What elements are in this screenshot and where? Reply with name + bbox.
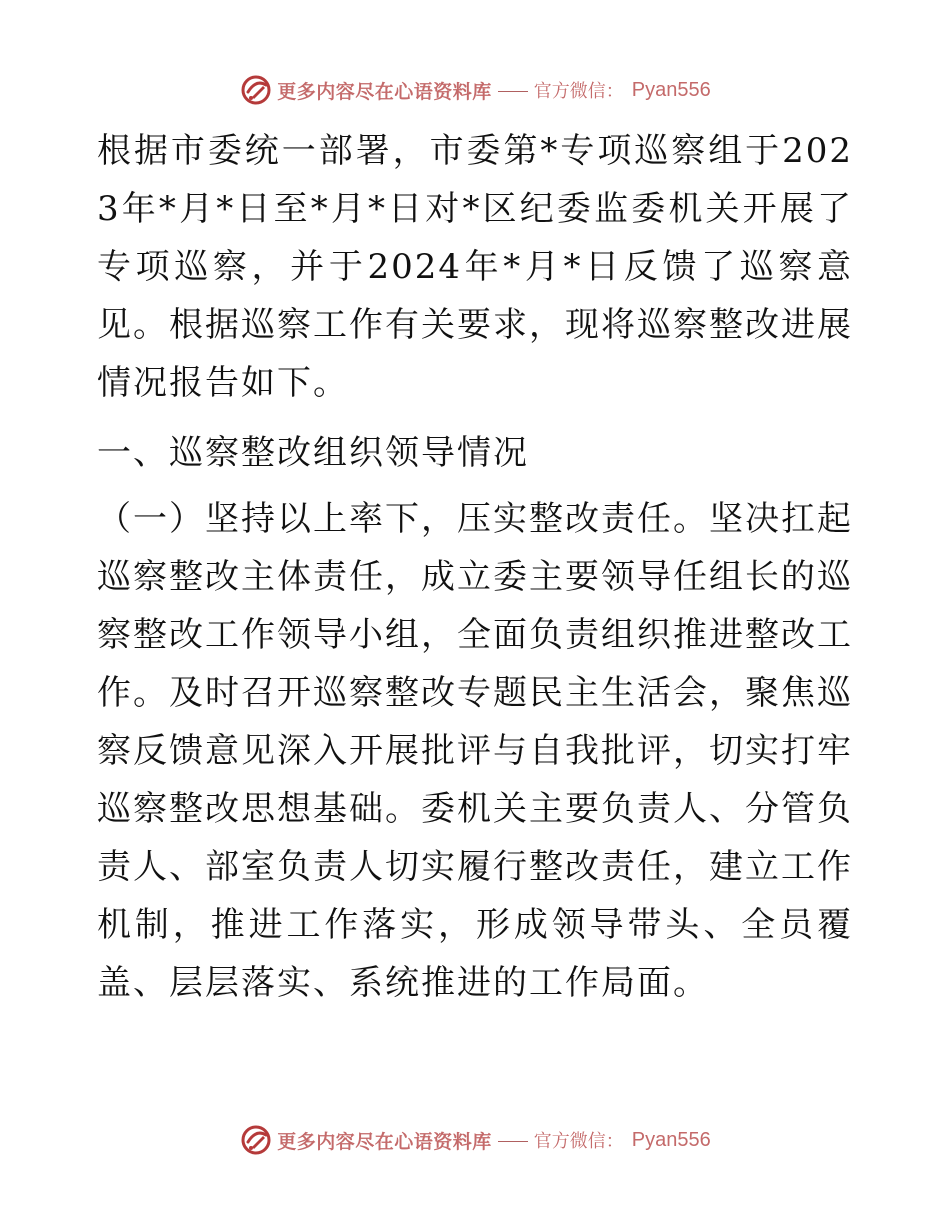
brand-logo-icon: [239, 73, 273, 107]
subsection-paragraph: （一）坚持以上率下，压实整改责任。坚决扛起巡察整改主体责任，成立委主要领导任组长的巡察整改工作领导小组，全面负责组织推进整改工作。及时召开巡察整改专题民主生活会，聚焦巡察反馈意见深入开展批评与自我批评，切实打牢巡察整改思想基础。委机关主要负责人、分管负责人、部室负责人切实履行整改责任，建立工作机制，推进工作落实，形成领导带头、全员覆盖、层层落实、系统推进的工作局面。: [97, 499, 853, 1003]
document-body: [97, 122, 853, 1012]
intro-paragraph: 根据市委统一部署，市委第*专项巡察组于2023年*月*日至*月*日对*区纪委监委机关开展了专项巡察，并于2024年*月*日反馈了巡察意见。根据巡察工作有关要求，现将巡察整改进展情况报告如下。: [97, 131, 853, 403]
banner-wechat-label: 官方微信：: [533, 1131, 624, 1152]
brand-logo-icon: [239, 1123, 273, 1157]
banner-wechat-id: Pyan556: [631, 78, 711, 101]
banner-wechat-id: Pyan556: [631, 1128, 711, 1151]
footer-banner: [0, 1122, 950, 1158]
banner-divider: [498, 1141, 528, 1142]
section-heading: 一、巡察整改组织领导情况: [97, 433, 529, 473]
banner-wechat-label: 官方微信：: [533, 81, 624, 102]
banner-main-text: 更多内容尽在心语资料库: [277, 80, 492, 103]
banner-main-text: 更多内容尽在心语资料库: [277, 1130, 492, 1153]
banner-divider: [498, 91, 528, 92]
header-banner: [0, 72, 950, 108]
